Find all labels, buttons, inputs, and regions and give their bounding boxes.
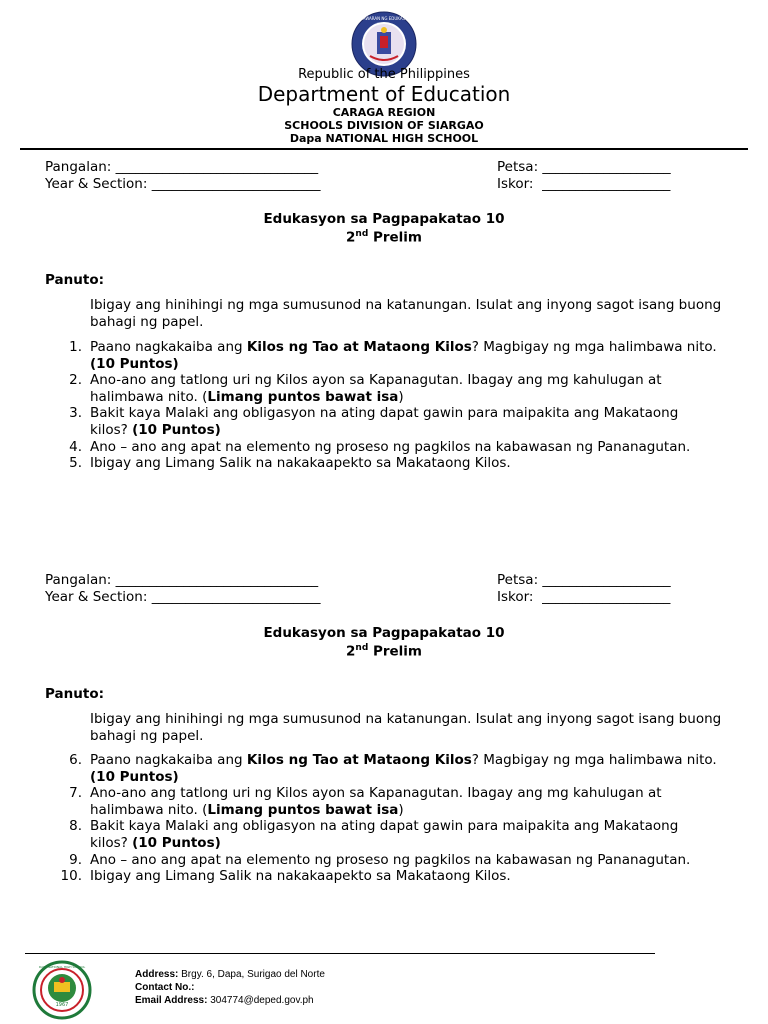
date-field[interactable]: Petsa: ___________________ xyxy=(497,159,671,175)
list-item: 10. Ibigay ang Limang Salik na nakakaapekto sa Makataong Kilos. xyxy=(60,868,511,885)
panuto-heading: Panuto: xyxy=(45,272,104,288)
name-field[interactable]: Pangalan: ______________________________ xyxy=(45,159,319,175)
panuto-heading: Panuto: xyxy=(45,686,104,702)
score-field[interactable]: Iskor: ___________________ xyxy=(497,176,671,192)
list-item: 2. Ano-ano ang tatlong uri ng Kilos ayon sa Kapanagutan. Ibagay ang mg kahulugan at halimbawa nito. (Limang puntos bawat isa) xyxy=(69,372,662,405)
school-text: Dapa NATIONAL HIGH SCHOOL xyxy=(289,132,479,145)
department-title: Department of Education xyxy=(257,82,511,106)
footer-address: Address: Brgy. 6, Dapa, Surigao del Norte xyxy=(135,969,325,980)
question-list xyxy=(60,752,720,885)
footer-divider xyxy=(25,953,655,954)
prelim-title: 2nd Prelim xyxy=(346,643,422,660)
instructions-text: Ibigay ang hinihingi ng mga sumusunod na katanungan. Isulat ang inyong sagot isang buong bahagi ng papel. xyxy=(90,711,722,744)
subject-title: Edukasyon sa Pagpapakatao 10 xyxy=(263,625,505,641)
name-field[interactable]: Pangalan: ______________________________ xyxy=(45,572,319,588)
republic-text: Republic of the Philippines xyxy=(298,67,470,82)
division-text: SCHOOLS DIVISION OF SIARGAO xyxy=(284,119,484,132)
list-item: 4. Ano – ano ang apat na elemento ng proseso ng pagkilos na kabawasan ng Pananagutan. xyxy=(69,438,691,455)
list-item: 9. Ano – ano ang apat na elemento ng proseso ng pagkilos na kabawasan ng Pananagutan. xyxy=(69,851,691,868)
list-item: 3. Bakit kaya Malaki ang obligasyon na ating dapat gawin para maipakita ang Makataong kilos? (10 Puntos) xyxy=(69,405,679,438)
seal-text: KAGAWARAN NG EDUKASYON xyxy=(354,16,414,21)
list-item: 6. Paano nagkakaiba ang Kilos ng Tao at Mataong Kilos? Magbigay ng mga halimbawa nito. (10 Puntos) xyxy=(69,752,717,785)
list-item: 8. Bakit kaya Malaki ang obligasyon na ating dapat gawin para maipakita ang Makataong kilos? (10 Puntos) xyxy=(69,818,679,851)
score-field[interactable]: Iskor: ___________________ xyxy=(497,589,671,605)
footer-email: Email Address: 304774@deped.gov.ph xyxy=(135,995,314,1006)
prelim-title: 2nd Prelim xyxy=(346,229,422,246)
seal-year: 1967 xyxy=(55,1002,69,1008)
region-text: CARAGA REGION xyxy=(332,106,436,119)
instructions-text: Ibigay ang hinihingi ng mga sumusunod na katanungan. Isulat ang inyong sagot isang buong bahagi ng papel. xyxy=(90,297,722,330)
header-divider xyxy=(20,148,748,150)
footer-contact: Contact No.: xyxy=(135,982,195,993)
seal-text: DAPA NATIONAL HIGH SCHOOL xyxy=(38,965,86,969)
list-item: 1. Paano nagkakaiba ang Kilos ng Tao at Mataong Kilos? Magbigay ng mga halimbawa nito. (10 Puntos) xyxy=(69,339,717,372)
date-field[interactable]: Petsa: ___________________ xyxy=(497,572,671,588)
list-item: 7. Ano-ano ang tatlong uri ng Kilos ayon sa Kapanagutan. Ibagay ang mg kahulugan at halimbawa nito. (Limang puntos bawat isa) xyxy=(69,785,662,818)
year-section-field[interactable]: Year & Section: _________________________ xyxy=(45,176,321,192)
school-seal-icon xyxy=(32,960,92,1020)
list-item: 5. Ibigay ang Limang Salik na nakakaapekto sa Makataong Kilos. xyxy=(69,455,511,472)
question-list xyxy=(60,339,720,472)
year-section-field[interactable]: Year & Section: _________________________ xyxy=(45,589,321,605)
subject-title: Edukasyon sa Pagpapakatao 10 xyxy=(263,211,505,227)
